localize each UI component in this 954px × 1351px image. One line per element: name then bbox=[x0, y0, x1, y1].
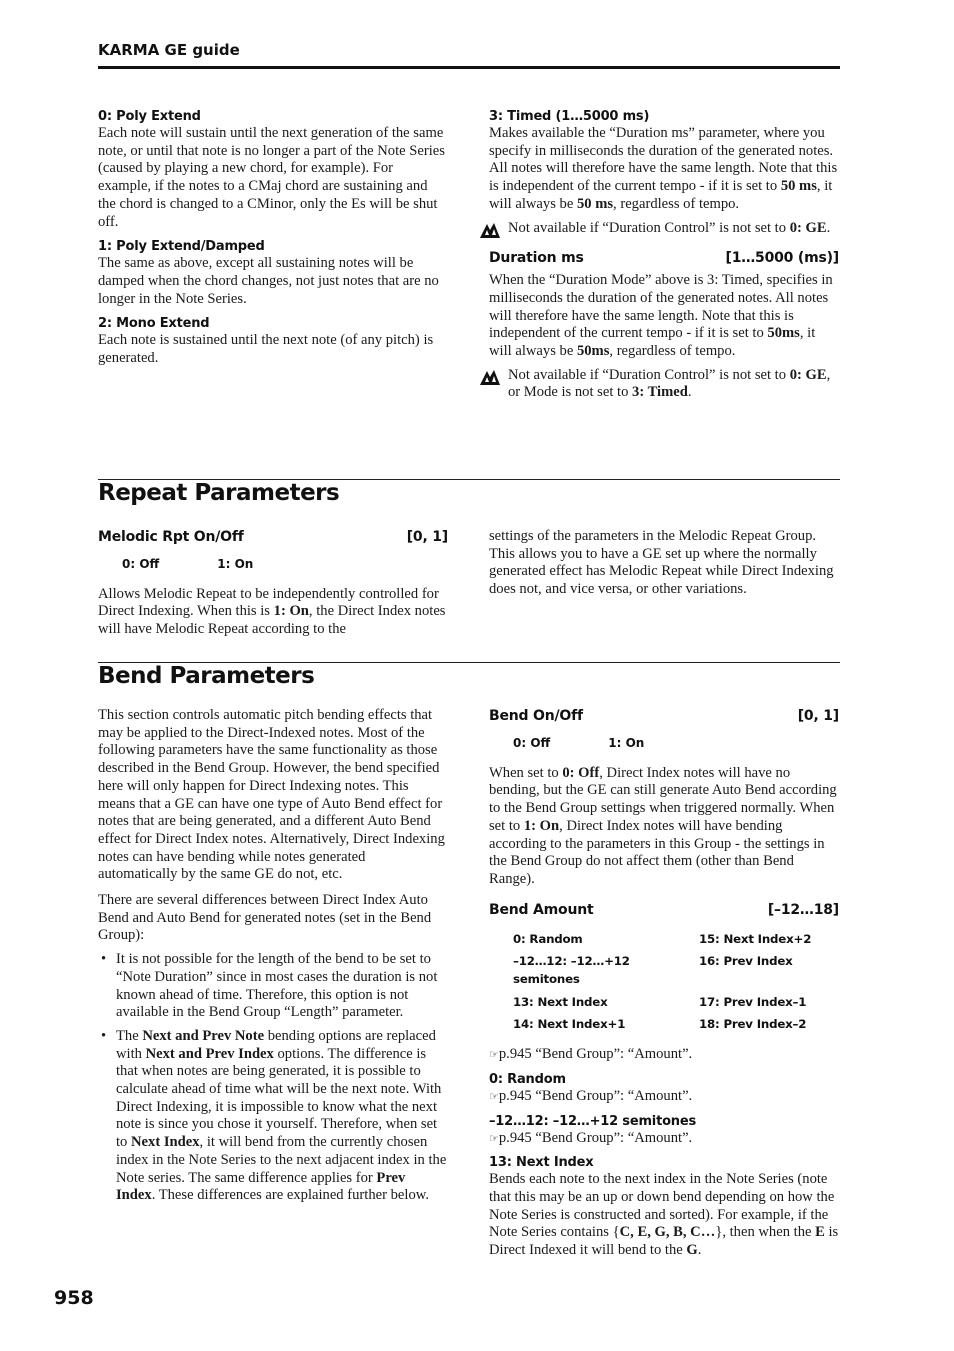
reference-hand-icon: ☞ bbox=[489, 1131, 499, 1145]
bend-onoff-t3: , Direct Index notes will have bending according to the parameters in this Group - the settings in the Bend Group do not affect them (other than Bend Range). bbox=[489, 817, 825, 887]
option-off: 0: Off bbox=[513, 736, 551, 750]
duration-ms-bold-b: 50ms bbox=[576, 343, 610, 360]
bullet2-b3: Next Index bbox=[131, 1134, 200, 1151]
melodic-rpt-param bbox=[98, 528, 448, 546]
bullet2-b2: Next and Prev Index bbox=[145, 1045, 274, 1062]
poly-extend-text: Each note will sustain until the next generation of the same note, or until that note is no longer a part of the Note Series (caused by playing a new chord, for example). For example, if the notes to a CMaj chord are sustaining and the chord is changed to a CMinor, only the Es will be shut off. bbox=[98, 125, 445, 230]
mono-extend-block bbox=[98, 316, 448, 367]
poly-extend-block bbox=[98, 109, 448, 231]
timed-text-c: , regardless of tempo. bbox=[613, 195, 740, 212]
duration-right-column bbox=[489, 109, 839, 410]
bend-differences-list bbox=[98, 951, 448, 1205]
melodic-rpt-text-continued: settings of the parameters in the Melodic Repeat Group. This allows you to have a GE set up where the normally generated effect has Melodic Repeat while Direct Indexing does not, and vice versa, or other variations. bbox=[489, 528, 834, 598]
next-index-heading: 13: Next Index bbox=[489, 1155, 594, 1171]
bend-onoff-param bbox=[489, 707, 839, 725]
value-item: 16: Prev Index bbox=[699, 954, 793, 969]
duration-ms-text-a: When the “Duration Mode” above is 3: Timed, specifies in milliseconds the duration of the generated notes. All notes will therefore have the same length. Note that this is independent of the current tempo - if it is set to bbox=[489, 272, 833, 342]
option-on: 1: On bbox=[608, 736, 645, 750]
bullet2-t4: , it will bend from the currently chosen index in the Note Series to the next adjacent index in the Note series. The same difference applies for bbox=[116, 1134, 447, 1186]
bend-section-title: Bend Parameters bbox=[98, 663, 315, 689]
bend-intro-text: This section controls automatic pitch bending effects that may be applied to the Direct-Indexed notes. Most of the following parameters have the same functionality as those described in the Bend Group. However, the bend specified here will only happen for Direct Indexing notes. This means that a GE can have one type of Auto Bend effect for notes that are being generated, and a different Auto Bend effect for Direct Index notes. Alternatively, Direct Indexing notes can have bending while notes generated automatically by the same GE do not, etc. bbox=[98, 707, 445, 883]
reference-link[interactable]: p.945 “Bend Group”: “Amount”. bbox=[498, 1129, 693, 1146]
timed-heading: 3: Timed (1…5000 ms) bbox=[489, 109, 650, 124]
mono-extend-heading: 2: Mono Extend bbox=[98, 316, 210, 332]
bullet2-t3: options. The difference is that when notes are being generated, it is possible to calculate ahead of time what will be the next note. With Direct Indexing, it is impossible to know what the next note is since you chose it yourself. Therefore, when set to bbox=[116, 1045, 442, 1151]
next-index-t2: }, then when the bbox=[715, 1224, 816, 1241]
next-index-t3: is Direct Indexed it will bend to the bbox=[489, 1224, 839, 1259]
next-index-t4: . bbox=[697, 1242, 702, 1259]
melodic-rpt-range: [0, 1] bbox=[406, 529, 448, 545]
timed-text bbox=[489, 125, 839, 214]
next-index-b2: E bbox=[815, 1224, 825, 1241]
poly-extend-damped-block bbox=[98, 239, 448, 308]
duration-ms-text bbox=[489, 272, 839, 361]
warning-icon bbox=[479, 221, 501, 239]
random-reference[interactable] bbox=[489, 1088, 839, 1106]
reference-hand-icon: ☞ bbox=[489, 1089, 499, 1103]
repeat-left-column bbox=[98, 528, 448, 639]
repeat-right-column bbox=[489, 528, 839, 599]
next-index-t1: Bends each note to the next index in the Note Series (note that this may be an up or down bend depending on how the Note Series is constructed and sorted). For example, if the Note Series contains { bbox=[489, 1171, 835, 1241]
bend-amount-label: Bend Amount bbox=[489, 901, 594, 918]
note2-bold-a: 0: GE bbox=[789, 366, 827, 383]
note1-bold-a: 0: GE bbox=[789, 219, 827, 236]
random-block bbox=[489, 1072, 839, 1106]
bend-amount-values bbox=[513, 931, 839, 1035]
list-item: • It is not possible for the length of the bend to be set to “Note Duration” since in most cases the duration is not known ahead of time. Therefore, this option is not available in the Bend Group “Length” parameter. bbox=[98, 951, 448, 1022]
repeat-section-title: Repeat Parameters bbox=[98, 480, 340, 506]
bullet2-b4: Prev Index bbox=[116, 1169, 406, 1204]
bend-onoff-b2: 1: On bbox=[523, 817, 560, 834]
next-index-block bbox=[489, 1155, 839, 1260]
bullet2-t5: . These differences are explained further below. bbox=[151, 1187, 429, 1204]
bend-amount-range: [–12…18] bbox=[767, 901, 839, 918]
value-item: 13: Next Index bbox=[513, 994, 608, 1009]
duration-ms-text-b: , it will always be bbox=[489, 325, 816, 360]
warning-icon bbox=[479, 368, 501, 386]
bend-onoff-text bbox=[489, 765, 839, 889]
running-header: KARMA GE guide bbox=[98, 41, 240, 59]
duration-mode-note bbox=[489, 367, 839, 402]
duration-ms-bold-a: 50ms bbox=[767, 325, 800, 342]
reference-link[interactable]: p.945 “Bend Group”: “Amount”. bbox=[498, 1087, 693, 1104]
melodic-rpt-options bbox=[122, 556, 448, 574]
semitones-heading: –12…12: –12…+12 semitones bbox=[489, 1113, 697, 1129]
bend-onoff-label: Bend On/Off bbox=[489, 708, 583, 724]
next-index-b1: C, E, G, B, C… bbox=[619, 1224, 716, 1241]
poly-extend-damped-heading: 1: Poly Extend/Damped bbox=[98, 239, 265, 255]
note2-bold-b: 3: Timed bbox=[632, 384, 688, 401]
melodic-rpt-text bbox=[98, 586, 448, 639]
timed-bold-b: 50 ms bbox=[576, 195, 614, 212]
bend-onoff-t1: When set to bbox=[489, 764, 563, 781]
duration-left-column bbox=[98, 109, 448, 376]
value-item: 17: Prev Index–1 bbox=[699, 994, 807, 1009]
note1-text-b: . bbox=[826, 219, 831, 236]
page-number: 958 bbox=[54, 1287, 94, 1309]
bend-onoff-range: [0, 1] bbox=[797, 708, 839, 724]
reference-link[interactable]: p.945 “Bend Group”: “Amount”. bbox=[498, 1046, 693, 1063]
list-item bbox=[98, 1028, 448, 1205]
melodic-rpt-text-a: Allows Melodic Repeat to be independently controlled for Direct Indexing. When this is bbox=[98, 585, 439, 620]
bullet2-b1: Next and Prev Note bbox=[142, 1027, 265, 1044]
note2-text-b: , or Mode is not set to bbox=[508, 366, 831, 401]
semitones-block bbox=[489, 1114, 839, 1148]
duration-ms-label: Duration ms bbox=[489, 250, 584, 267]
value-item: 0: Random bbox=[513, 931, 583, 946]
random-heading: 0: Random bbox=[489, 1071, 566, 1087]
poly-extend-damped-text: The same as above, except all sustaining notes will be damped when the chord changes, not just notes that are no longer in the Note Series. bbox=[98, 255, 439, 307]
header-rule bbox=[98, 66, 840, 69]
bend-onoff-t2: , Direct Index notes will have no bending, but the GE can still generate Auto Bend according to the Bend Group settings when triggered normally. When set to bbox=[489, 764, 837, 834]
duration-ms-param bbox=[489, 249, 839, 267]
value-item: 14: Next Index+1 bbox=[513, 1017, 626, 1032]
duration-ms-range: [1…5000 (ms)] bbox=[725, 250, 839, 267]
semitones-reference[interactable] bbox=[489, 1130, 839, 1148]
bend-differences-intro: There are several differences between Direct Index Auto Bend and Auto Bend for generated notes (set in the Bend Group): bbox=[98, 892, 432, 944]
bend-onoff-b1: 0: Off bbox=[562, 764, 600, 781]
option-on: 1: On bbox=[217, 557, 254, 571]
duration-control-note bbox=[489, 220, 839, 238]
melodic-rpt-label: Melodic Rpt On/Off bbox=[98, 529, 244, 545]
note2-text-a: Not available if “Duration Control” is not set to bbox=[508, 366, 790, 383]
melodic-rpt-bold-a: 1: On bbox=[273, 603, 309, 620]
value-item: 15: Next Index+2 bbox=[699, 931, 812, 946]
bend-amount-reference[interactable] bbox=[489, 1046, 839, 1064]
bend-left-column bbox=[98, 707, 448, 1211]
duration-ms-text-c: , regardless of tempo. bbox=[609, 343, 736, 360]
melodic-rpt-text-b: , the Direct Index notes will have Melodic Repeat according to the bbox=[98, 603, 446, 638]
bullet2-t1: The bbox=[116, 1027, 143, 1044]
timed-text-b: , it will always be bbox=[489, 178, 833, 212]
bend-right-column bbox=[489, 707, 839, 1260]
next-index-b3: G bbox=[686, 1242, 698, 1259]
next-index-text bbox=[489, 1171, 839, 1260]
value-item: 18: Prev Index–2 bbox=[699, 1017, 807, 1032]
option-off: 0: Off bbox=[122, 557, 160, 571]
note2-text-c: . bbox=[687, 384, 692, 401]
note1-text-a: Not available if “Duration Control” is not set to bbox=[508, 219, 790, 236]
timed-text-a: Makes available the “Duration ms” parameter, where you specify in milliseconds the duration of the generated notes. All notes will therefore have the same length. Note that this is independent of the current tempo - if it is set to bbox=[489, 125, 838, 195]
bend-amount-param bbox=[489, 901, 839, 919]
poly-extend-heading: 0: Poly Extend bbox=[98, 109, 201, 124]
reference-hand-icon: ☞ bbox=[489, 1048, 499, 1062]
mono-extend-text: Each note is sustained until the next note (of any pitch) is generated. bbox=[98, 332, 434, 367]
value-item: –12…12: –12…+12 semitones bbox=[513, 954, 630, 987]
bullet2-t2: bending options are replaced with bbox=[116, 1027, 436, 1062]
bend-onoff-options bbox=[513, 735, 839, 753]
timed-bold-a: 50 ms bbox=[780, 178, 817, 195]
